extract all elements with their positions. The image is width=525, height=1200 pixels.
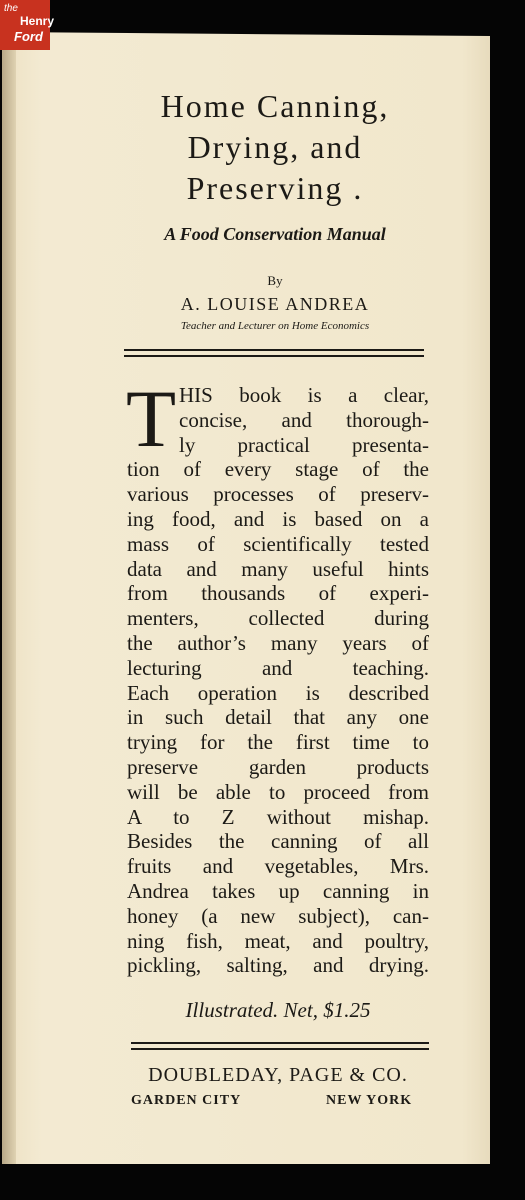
top-rule-1	[124, 349, 424, 351]
title-line: Home Canning,	[160, 88, 390, 124]
body-line: fruits and vegetables, Mrs.	[127, 854, 429, 879]
body-line: various processes of preserv-	[127, 482, 429, 507]
body-line: lecturing and teaching.	[127, 655, 429, 680]
bottom-rule-1	[131, 1042, 429, 1044]
book-title	[110, 86, 440, 209]
drop-cap: T	[126, 373, 177, 464]
body-line: ning fish, meat, and poultry,	[127, 928, 429, 953]
publisher-city: GARDEN CITY	[131, 1093, 242, 1108]
book-subtitle: A Food Conservation Manual	[164, 224, 386, 244]
body-line: concise, and thorough-	[179, 407, 429, 432]
page-spine-shadow	[2, 32, 16, 1164]
body-line: will be able to proceed from	[127, 779, 429, 804]
title-line: Preserving .	[186, 170, 364, 206]
body-line: mass of scientifically tested	[127, 531, 429, 556]
author-role: Teacher and Lecturer on Home Economics	[180, 320, 370, 332]
publisher-name: DOUBLEDAY, PAGE & CO.	[148, 1064, 408, 1086]
henry-ford-logo	[0, 0, 55, 50]
body-line: pickling, salting, and drying.	[127, 953, 429, 978]
by-label: By	[267, 273, 283, 288]
top-rule-2	[124, 355, 424, 357]
body-line: Each operation is described	[127, 680, 429, 705]
title-line: Drying, and	[187, 129, 363, 165]
logo-text-the: the	[4, 3, 18, 14]
body-line: in such detail that any one	[127, 705, 429, 730]
body-line: preserve garden products	[127, 754, 429, 779]
price-line: Illustrated. Net, $1.25	[185, 998, 371, 1022]
publisher-city-ny: NEW YORK	[326, 1093, 413, 1108]
body-line: from thousands of experi-	[127, 581, 429, 606]
body-line: data and many useful hints	[127, 556, 429, 581]
logo-text-ford: Ford	[14, 29, 43, 44]
body-line: menters, collected during	[127, 606, 429, 631]
logo-text-henry: Henry	[20, 14, 55, 28]
author-name: A. LOUISE ANDREA	[180, 294, 370, 314]
body-line: ly practical presenta-	[179, 432, 429, 457]
bottom-rule-2	[131, 1048, 429, 1050]
body-line: A to Z without mishap.	[127, 804, 429, 829]
description-body	[127, 383, 429, 978]
body-line: Andrea takes up canning in	[127, 878, 429, 903]
body-line: Besides the canning of all	[127, 829, 429, 854]
body-line: trying for the first time to	[127, 730, 429, 755]
body-line: the author’s many years of	[127, 630, 429, 655]
body-line: ing food, and is based on a	[127, 506, 429, 531]
body-line: HIS book is a clear,	[179, 383, 429, 407]
body-line: tion of every stage of the	[127, 457, 429, 482]
body-line: honey (a new subject), can-	[127, 903, 429, 928]
